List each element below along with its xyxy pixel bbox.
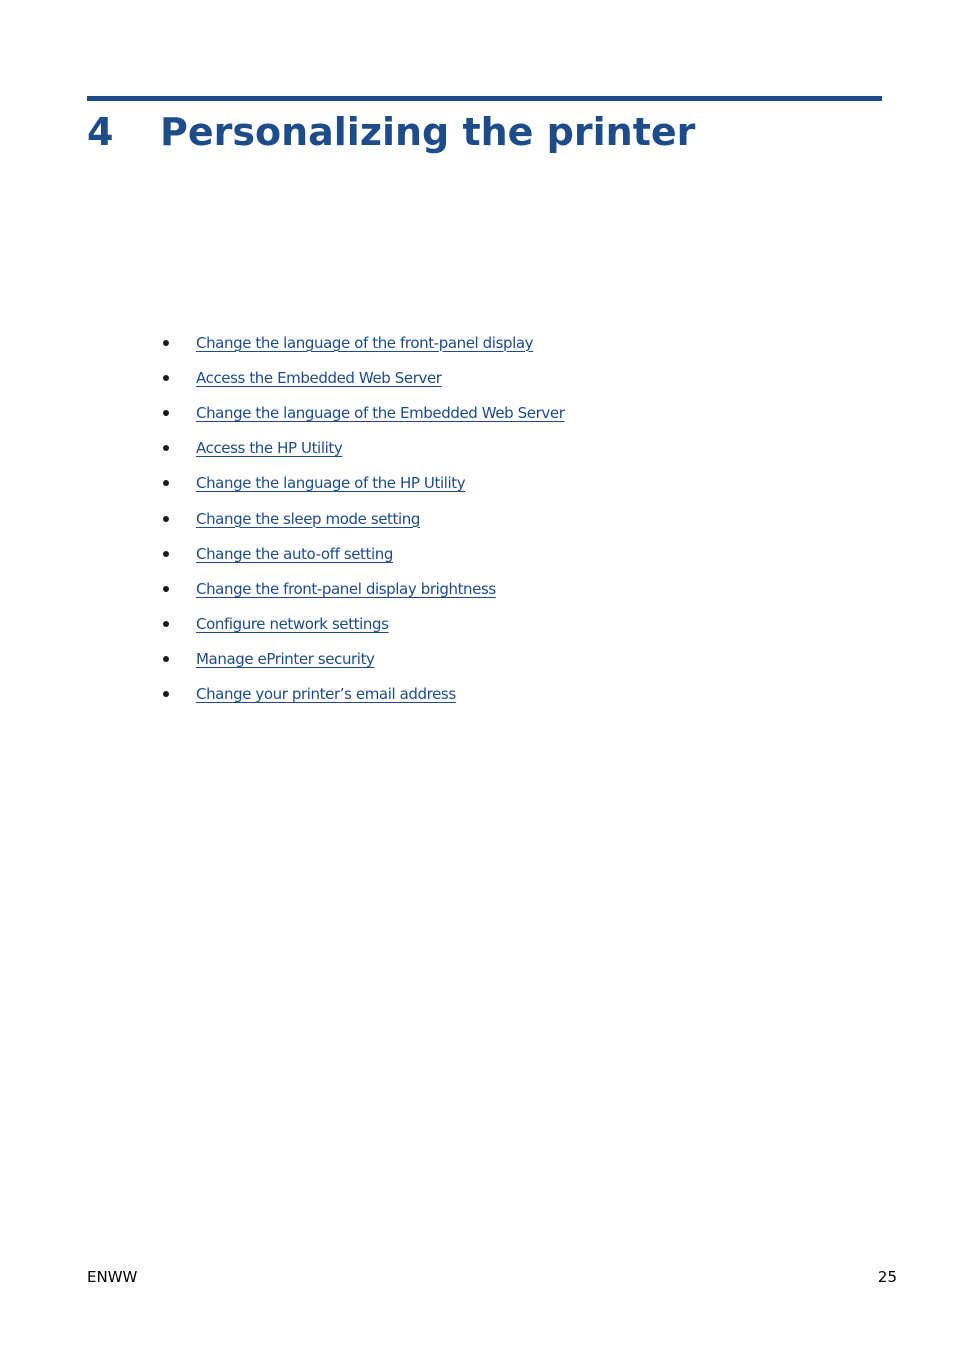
bullet-icon (163, 340, 169, 346)
bullet-icon (163, 410, 169, 416)
list-item (160, 360, 564, 395)
bullet-icon (163, 656, 169, 662)
toc-link-eprinter-security[interactable]: Manage ePrinter security (196, 650, 375, 669)
toc-link-printer-email[interactable]: Change your printer’s email address (196, 685, 456, 704)
toc-link-display-brightness[interactable]: Change the front-panel display brightness (196, 579, 496, 598)
list-item (160, 501, 564, 536)
chapter-rule (87, 96, 882, 101)
list-item (160, 607, 564, 642)
toc-link-auto-off[interactable]: Change the auto-off setting (196, 544, 394, 563)
page-number: 25 (877, 1268, 897, 1286)
list-item (160, 466, 564, 501)
bullet-icon (163, 551, 169, 557)
toc-link-hp-utility-language[interactable]: Change the language of the HP Utility (196, 474, 466, 493)
list-item (160, 325, 564, 360)
bullet-icon (163, 691, 169, 697)
toc-link-sleep-mode[interactable]: Change the sleep mode setting (196, 509, 421, 528)
chapter-number: 4 (87, 110, 114, 154)
toc-link-access-hp-utility[interactable]: Access the HP Utility (196, 439, 343, 458)
list-item (160, 536, 564, 571)
toc-link-network-settings[interactable]: Configure network settings (196, 615, 389, 634)
bullet-icon (163, 480, 169, 486)
list-item (160, 431, 564, 466)
bullet-icon (163, 375, 169, 381)
bullet-icon (163, 621, 169, 627)
chapter-toc-list (160, 325, 564, 712)
list-item (160, 642, 564, 677)
bullet-icon (163, 586, 169, 592)
chapter-heading (87, 104, 695, 160)
list-item (160, 677, 564, 712)
footer-label: ENWW (87, 1268, 138, 1286)
toc-link-front-panel-language[interactable]: Change the language of the front-panel display (196, 333, 534, 352)
toc-link-ews-language[interactable]: Change the language of the Embedded Web Server (196, 403, 565, 422)
toc-link-access-ews[interactable]: Access the Embedded Web Server (196, 368, 442, 387)
chapter-title: Personalizing the printer (160, 110, 696, 154)
bullet-icon (163, 445, 169, 451)
bullet-icon (163, 516, 169, 522)
list-item (160, 395, 564, 430)
list-item (160, 571, 564, 606)
